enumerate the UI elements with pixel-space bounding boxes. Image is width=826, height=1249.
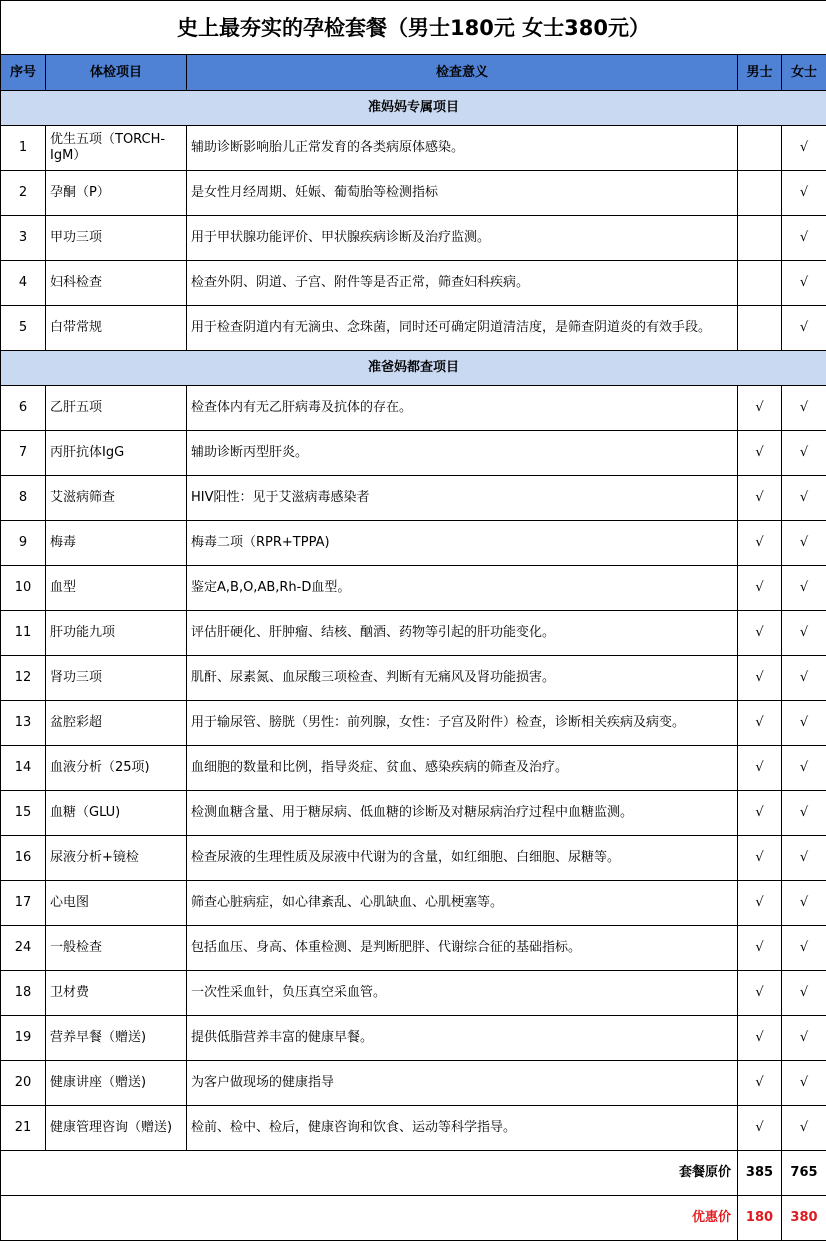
- row-number: 19: [1, 1016, 46, 1061]
- row-male-check: √: [738, 521, 782, 566]
- discount-price-label: 优惠价: [1, 1196, 738, 1241]
- row-meaning: 检查外阴、阴道、子宫、附件等是否正常，筛查妇科疾病。: [187, 261, 738, 306]
- table-row: [1, 386, 826, 431]
- row-item: 艾滋病筛查: [46, 476, 187, 521]
- row-male-check: √: [738, 611, 782, 656]
- row-number: 10: [1, 566, 46, 611]
- row-item: 营养早餐（赠送): [46, 1016, 187, 1061]
- row-number: 1: [1, 126, 46, 171]
- table-row: [1, 261, 826, 306]
- row-item: 一般检查: [46, 926, 187, 971]
- row-item: 肾功三项: [46, 656, 187, 701]
- row-item: 梅毒: [46, 521, 187, 566]
- row-female-check: √: [782, 521, 826, 566]
- row-meaning: 检查体内有无乙肝病毒及抗体的存在。: [187, 386, 738, 431]
- row-female-check: √: [782, 171, 826, 216]
- section-label: 准妈妈专属项目: [1, 91, 826, 126]
- row-meaning: 辅助诊断丙型肝炎。: [187, 431, 738, 476]
- discount-price-row: [1, 1196, 826, 1241]
- row-male-check: √: [738, 701, 782, 746]
- row-male-check: √: [738, 656, 782, 701]
- table-row: [1, 1061, 826, 1106]
- row-meaning: 筛查心脏病症，如心律紊乱、心肌缺血、心肌梗塞等。: [187, 881, 738, 926]
- section-row: [1, 351, 826, 386]
- row-male-check: √: [738, 836, 782, 881]
- table-row: [1, 476, 826, 521]
- row-item: 妇科检查: [46, 261, 187, 306]
- section-row: [1, 91, 826, 126]
- table-row: [1, 1016, 826, 1061]
- table-row: [1, 431, 826, 476]
- row-item: 甲功三项: [46, 216, 187, 261]
- row-meaning: HIV阳性：见于艾滋病毒感染者: [187, 476, 738, 521]
- row-number: 5: [1, 306, 46, 351]
- table-row: [1, 746, 826, 791]
- row-item: 孕酮（P）: [46, 171, 187, 216]
- row-male-check: √: [738, 791, 782, 836]
- row-meaning: 提供低脂营养丰富的健康早餐。: [187, 1016, 738, 1061]
- row-male-check: √: [738, 386, 782, 431]
- table-row: [1, 926, 826, 971]
- row-meaning: 鉴定A,B,O,AB,Rh-D血型。: [187, 566, 738, 611]
- row-item: 血糖（GLU): [46, 791, 187, 836]
- row-number: 21: [1, 1106, 46, 1151]
- row-male-check: √: [738, 1016, 782, 1061]
- row-female-check: √: [782, 746, 826, 791]
- row-female-check: √: [782, 1061, 826, 1106]
- row-male-check: √: [738, 971, 782, 1016]
- row-number: 18: [1, 971, 46, 1016]
- row-number: 15: [1, 791, 46, 836]
- row-item: 丙肝抗体IgG: [46, 431, 187, 476]
- row-meaning: 包括血压、身高、体重检测、是判断肥胖、代谢综合征的基础指标。: [187, 926, 738, 971]
- row-female-check: √: [782, 566, 826, 611]
- row-male-check: [738, 306, 782, 351]
- table-row: [1, 836, 826, 881]
- row-female-check: √: [782, 306, 826, 351]
- row-item: 健康讲座（赠送): [46, 1061, 187, 1106]
- row-female-check: √: [782, 701, 826, 746]
- row-female-check: √: [782, 656, 826, 701]
- row-item: 血液分析（25项): [46, 746, 187, 791]
- row-number: 14: [1, 746, 46, 791]
- row-meaning: 用于甲状腺功能评价、甲状腺疾病诊断及治疗监测。: [187, 216, 738, 261]
- row-male-check: √: [738, 476, 782, 521]
- row-item: 心电图: [46, 881, 187, 926]
- table-row: [1, 126, 826, 171]
- table-row: [1, 521, 826, 566]
- row-number: 9: [1, 521, 46, 566]
- row-number: 2: [1, 171, 46, 216]
- row-female-check: √: [782, 881, 826, 926]
- row-item: 卫材费: [46, 971, 187, 1016]
- row-female-check: √: [782, 791, 826, 836]
- row-item: 优生五项（TORCH-IgM）: [46, 126, 187, 171]
- table-row: [1, 611, 826, 656]
- row-meaning: 用于检查阴道内有无滴虫、念珠菌，同时还可确定阴道清洁度，是筛查阴道炎的有效手段。: [187, 306, 738, 351]
- row-male-check: √: [738, 566, 782, 611]
- header-row: [1, 55, 826, 91]
- row-female-check: √: [782, 476, 826, 521]
- row-item: 尿液分析+镜检: [46, 836, 187, 881]
- table-row: [1, 566, 826, 611]
- row-meaning: 检查尿液的生理性质及尿液中代谢为的含量，如红细胞、白细胞、尿糖等。: [187, 836, 738, 881]
- header-meaning: 检查意义: [187, 55, 738, 91]
- table-row: [1, 171, 826, 216]
- row-number: 16: [1, 836, 46, 881]
- row-female-check: √: [782, 611, 826, 656]
- row-number: 6: [1, 386, 46, 431]
- row-number: 11: [1, 611, 46, 656]
- row-female-check: √: [782, 926, 826, 971]
- row-meaning: 血细胞的数量和比例，指导炎症、贫血、感染疾病的筛查及治疗。: [187, 746, 738, 791]
- row-male-check: √: [738, 431, 782, 476]
- row-number: 24: [1, 926, 46, 971]
- row-meaning: 检前、检中、检后，健康咨询和饮食、运动等科学指导。: [187, 1106, 738, 1151]
- table-title: 史上最夯实的孕检套餐（男士180元 女士380元）: [1, 1, 826, 55]
- row-number: 20: [1, 1061, 46, 1106]
- row-male-check: √: [738, 1061, 782, 1106]
- table-row: [1, 701, 826, 746]
- row-item: 肝功能九项: [46, 611, 187, 656]
- row-male-check: [738, 171, 782, 216]
- row-meaning: 为客户做现场的健康指导: [187, 1061, 738, 1106]
- row-meaning: 辅助诊断影响胎儿正常发育的各类病原体感染。: [187, 126, 738, 171]
- row-meaning: 评估肝硬化、肝肿瘤、结核、酗酒、药物等引起的肝功能变化。: [187, 611, 738, 656]
- row-female-check: √: [782, 971, 826, 1016]
- row-meaning: 梅毒二项（RPR+TPPA): [187, 521, 738, 566]
- row-male-check: √: [738, 1106, 782, 1151]
- row-item: 健康管理咨询（赠送): [46, 1106, 187, 1151]
- row-meaning: 检测血糖含量、用于糖尿病、低血糖的诊断及对糖尿病治疗过程中血糖监测。: [187, 791, 738, 836]
- row-male-check: √: [738, 926, 782, 971]
- table-row: [1, 1106, 826, 1151]
- original-price-label: 套餐原价: [1, 1151, 738, 1196]
- row-number: 4: [1, 261, 46, 306]
- row-male-check: [738, 216, 782, 261]
- row-item: 白带常规: [46, 306, 187, 351]
- table-row: [1, 216, 826, 261]
- row-meaning: 一次性采血针，负压真空采血管。: [187, 971, 738, 1016]
- header-num: 序号: [1, 55, 46, 91]
- section-label: 准爸妈都查项目: [1, 351, 826, 386]
- row-female-check: √: [782, 126, 826, 171]
- title-row: [1, 1, 826, 55]
- row-meaning: 用于输尿管、膀胱（男性：前列腺，女性：子宫及附件）检查，诊断相关疾病及病变。: [187, 701, 738, 746]
- row-male-check: √: [738, 746, 782, 791]
- discount-price-female: 380: [782, 1196, 826, 1241]
- row-number: 7: [1, 431, 46, 476]
- header-item: 体检项目: [46, 55, 187, 91]
- row-female-check: √: [782, 386, 826, 431]
- row-meaning: 肌酐、尿素氮、血尿酸三项检查、判断有无痛风及肾功能损害。: [187, 656, 738, 701]
- row-female-check: √: [782, 836, 826, 881]
- row-male-check: [738, 126, 782, 171]
- row-female-check: √: [782, 1106, 826, 1151]
- row-number: 8: [1, 476, 46, 521]
- row-male-check: √: [738, 881, 782, 926]
- header-male: 男士: [738, 55, 782, 91]
- row-male-check: [738, 261, 782, 306]
- row-number: 17: [1, 881, 46, 926]
- row-number: 13: [1, 701, 46, 746]
- discount-price-male: 180: [738, 1196, 782, 1241]
- row-item: 乙肝五项: [46, 386, 187, 431]
- table-row: [1, 881, 826, 926]
- row-item: 盆腔彩超: [46, 701, 187, 746]
- row-number: 12: [1, 656, 46, 701]
- row-item: 血型: [46, 566, 187, 611]
- row-meaning: 是女性月经周期、妊娠、葡萄胎等检测指标: [187, 171, 738, 216]
- table-row: [1, 971, 826, 1016]
- original-price-male: 385: [738, 1151, 782, 1196]
- row-female-check: √: [782, 431, 826, 476]
- table-row: [1, 656, 826, 701]
- original-price-female: 765: [782, 1151, 826, 1196]
- table-row: [1, 306, 826, 351]
- row-number: 3: [1, 216, 46, 261]
- row-female-check: √: [782, 261, 826, 306]
- original-price-row: [1, 1151, 826, 1196]
- table-row: [1, 791, 826, 836]
- row-female-check: √: [782, 216, 826, 261]
- row-female-check: √: [782, 1016, 826, 1061]
- header-female: 女士: [782, 55, 826, 91]
